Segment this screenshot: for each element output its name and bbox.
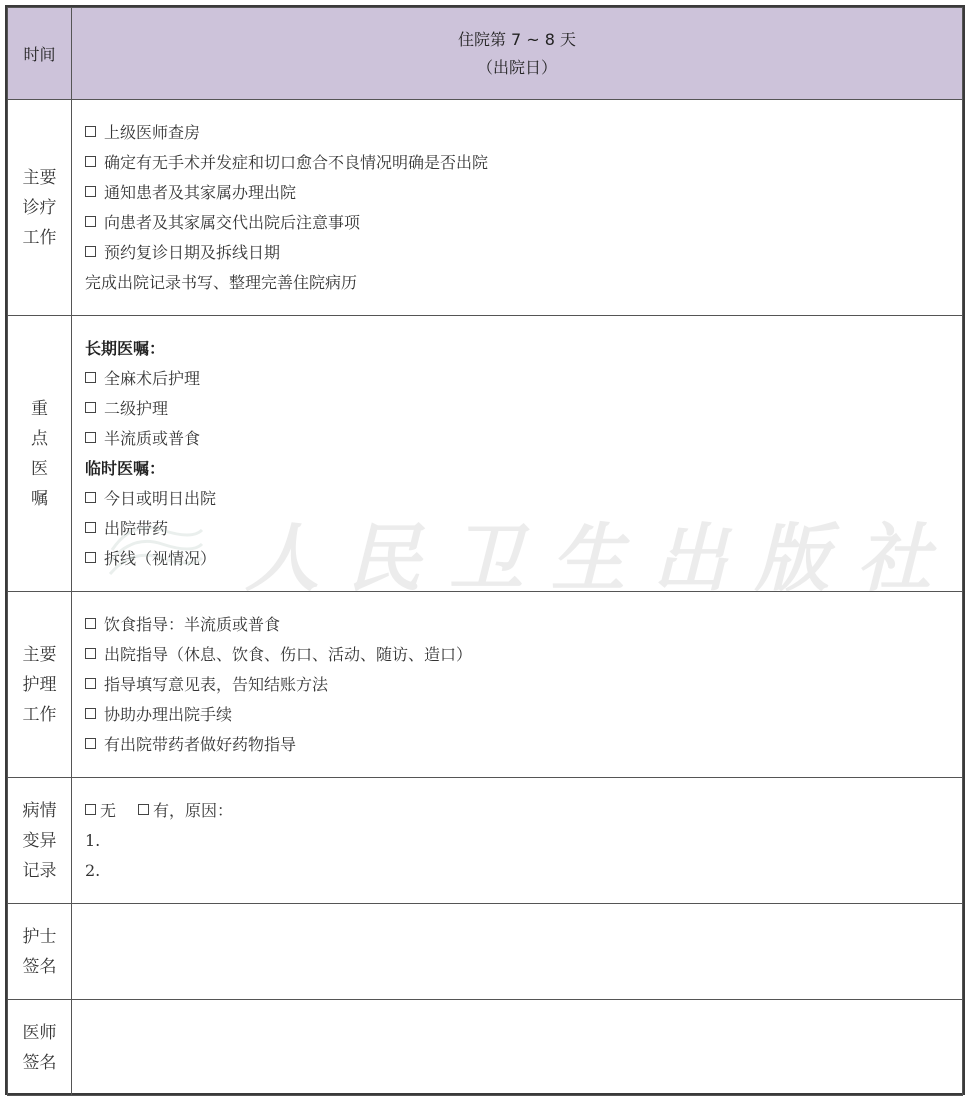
row-head-text: 医: [31, 458, 48, 479]
diagnosis-note: 完成出院记录书写、整理完善住院病历: [85, 272, 358, 292]
variation-row-head: [8, 778, 72, 904]
checklist-item[interactable]: [85, 670, 962, 700]
row-head-text: 嘱: [31, 488, 48, 509]
day-title-line2: （出院日）: [476, 57, 557, 77]
doctor-sign-head: [8, 1000, 72, 1096]
checklist-text: 向患者及其家属交代出院后注意事项: [104, 212, 361, 232]
checkbox-icon[interactable]: [85, 402, 96, 413]
orders-content: [72, 316, 963, 592]
publisher-watermark: 人民卫生出版社: [245, 516, 959, 602]
header-row: [8, 8, 963, 100]
checkbox-icon[interactable]: [85, 522, 96, 533]
row-head-text: 主要: [22, 644, 57, 665]
long-term-orders-label: 长期医嘱：: [85, 338, 166, 358]
pathway-table: [7, 7, 963, 1096]
row-head-text: 工作: [22, 227, 57, 248]
row-head-text: 护士: [22, 926, 57, 947]
checklist-text: 通知患者及其家属办理出院: [104, 182, 297, 202]
checklist-item[interactable]: [85, 700, 962, 730]
day-title: [72, 8, 963, 100]
checklist-text: 上级医师查房: [104, 122, 201, 142]
row-head-text: 签名: [22, 1052, 57, 1073]
checklist-text: 出院带药: [104, 518, 169, 538]
row-head-text: 主要: [22, 167, 57, 188]
nursing-row-head: [8, 592, 72, 778]
temporary-orders-label: 临时医嘱：: [85, 458, 166, 478]
checkbox-icon[interactable]: [85, 678, 96, 689]
reason-line-1[interactable]: 1.: [85, 830, 101, 850]
row-head-text: 诊疗: [22, 197, 57, 218]
reason-line-2[interactable]: 2.: [85, 860, 101, 880]
checklist-text: 今日或明日出院: [104, 488, 217, 508]
checkbox-icon[interactable]: [85, 372, 96, 383]
diagnosis-row-head: [8, 100, 72, 316]
orders-row-head: [8, 316, 72, 592]
checklist-text: 预约复诊日期及拆线日期: [104, 242, 281, 262]
checklist-item[interactable]: [85, 514, 962, 544]
row-head-text: 签名: [22, 956, 57, 977]
checklist-item[interactable]: [85, 730, 962, 760]
checkbox-icon[interactable]: [85, 432, 96, 443]
checklist-item[interactable]: [85, 208, 962, 238]
row-head-text: 点: [31, 428, 48, 449]
checklist-item[interactable]: [85, 484, 962, 514]
doctor-sign-row: [8, 1000, 963, 1096]
nurse-signature-field[interactable]: [72, 904, 963, 1000]
checkbox-icon[interactable]: [85, 708, 96, 719]
checklist-item[interactable]: [85, 178, 962, 208]
checkbox-icon[interactable]: [85, 186, 96, 197]
checkbox-icon[interactable]: [85, 804, 96, 815]
checklist-text: 出院指导（休息、饮食、伤口、活动、随访、造口）: [104, 644, 473, 664]
nursing-content: [72, 592, 963, 778]
variation-row: [8, 778, 963, 904]
checklist-text: 全麻术后护理: [104, 368, 201, 388]
diagnosis-content: [72, 100, 963, 316]
day-title-line1: 住院第 7 ~ 8 天: [457, 29, 577, 49]
orders-row: [8, 316, 963, 592]
row-head-text: 护理: [22, 674, 57, 695]
checklist-item[interactable]: [85, 364, 962, 394]
checklist-item[interactable]: [85, 394, 962, 424]
checklist-text: 饮食指导：半流质或普食: [104, 614, 281, 634]
checkbox-icon[interactable]: [85, 246, 96, 257]
checkbox-icon[interactable]: [85, 618, 96, 629]
checklist-item[interactable]: [85, 118, 962, 148]
checkbox-icon[interactable]: [85, 492, 96, 503]
checklist-text: 拆线（视情况）: [104, 548, 217, 568]
row-head-text: 工作: [22, 704, 57, 725]
checklist-text: 指导填写意见表，告知结账方法: [104, 674, 329, 694]
checkbox-icon[interactable]: [85, 126, 96, 137]
option-yes-label: 有，原因：: [153, 800, 234, 820]
checklist-item[interactable]: [85, 544, 962, 574]
checklist-text: 有出院带药者做好药物指导: [104, 734, 297, 754]
checklist-item[interactable]: [85, 610, 962, 640]
diagnosis-row: [8, 100, 963, 316]
option-none-label: 无: [100, 800, 117, 820]
checkbox-icon[interactable]: [85, 216, 96, 227]
row-head-text: 变异: [22, 830, 57, 851]
checklist-text: 二级护理: [104, 398, 169, 418]
nursing-row: [8, 592, 963, 778]
checkbox-icon[interactable]: [85, 552, 96, 563]
checklist-item[interactable]: [85, 640, 962, 670]
checklist-text: 协助办理出院手续: [104, 704, 233, 724]
checklist-text: 半流质或普食: [104, 428, 201, 448]
clinical-pathway-form: [5, 5, 965, 1095]
nurse-sign-head: [8, 904, 72, 1000]
row-head-text: 记录: [22, 860, 57, 881]
doctor-signature-field[interactable]: [72, 1000, 963, 1096]
time-label: 时间: [8, 8, 72, 100]
option-yes[interactable]: [138, 796, 233, 826]
checklist-item[interactable]: [85, 238, 962, 268]
checklist-text: 确定有无手术并发症和切口愈合不良情况明确是否出院: [104, 152, 489, 172]
row-head-text: 医师: [22, 1022, 57, 1043]
nurse-sign-row: [8, 904, 963, 1000]
checkbox-icon[interactable]: [85, 156, 96, 167]
row-head-text: 病情: [22, 800, 57, 821]
variation-options: [85, 796, 962, 826]
checkbox-icon[interactable]: [85, 648, 96, 659]
row-head-text: 重: [31, 398, 48, 419]
checkbox-icon[interactable]: [138, 804, 149, 815]
checklist-item[interactable]: [85, 148, 962, 178]
checkbox-icon[interactable]: [85, 738, 96, 749]
checklist-item[interactable]: [85, 424, 962, 454]
variation-content: [72, 778, 963, 904]
option-none[interactable]: [85, 796, 116, 826]
